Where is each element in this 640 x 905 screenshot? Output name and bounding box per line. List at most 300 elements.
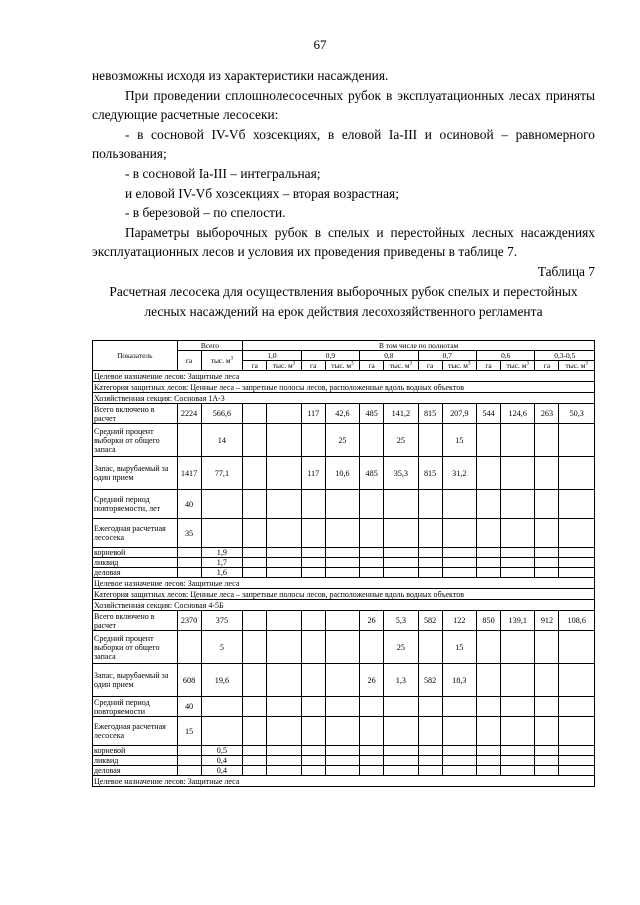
table-cell [301,766,325,776]
table-cell: 815 [418,404,442,424]
col-ths [267,361,301,371]
table-cell [384,568,418,578]
table-cell [559,697,595,717]
table-cell [501,717,535,746]
table-cell [384,697,418,717]
col-ha: га [477,361,501,371]
table-cell [535,558,559,568]
table-cell [535,746,559,756]
table-cell [177,631,201,664]
table-row [93,519,595,548]
table-row [93,393,595,404]
section-heading: Хозяйственная секция: Сосновая 1А-3 [93,393,595,404]
table-cell [418,519,442,548]
col-ths [325,361,359,371]
table-cell: 40 [177,490,201,519]
table-cell [301,519,325,548]
table-row [93,578,595,589]
table-cell [418,548,442,558]
section-heading: Целевое назначение лесов: Защитные леса [93,776,595,787]
table-cell: 850 [477,611,501,631]
table-cell [360,558,384,568]
table-cell [442,548,476,558]
table-cell: 141,2 [384,404,418,424]
table-cell [418,568,442,578]
table-cell [243,519,267,548]
table-cell [559,746,595,756]
table-row [93,371,595,382]
table-cell [535,766,559,776]
table-cell [177,558,201,568]
table-cell [267,631,301,664]
table-cell [477,568,501,578]
table-cell [559,424,595,457]
table-cell: 35,3 [384,457,418,490]
table-cell: 582 [418,664,442,697]
row-label: Запас, вырубаемый за один прием [93,664,178,697]
section-heading: Целевое назначение лесов: Защитные леса [93,578,595,589]
table-cell [501,697,535,717]
table-cell [559,766,595,776]
page-number: 67 [313,37,327,52]
table-cell: 1,7 [201,558,243,568]
table-cell: 25 [384,424,418,457]
table-cell [477,717,501,746]
row-label: ликвид [93,558,178,568]
table-cell [201,697,243,717]
col-incl: В том числе по полнотам [243,341,595,351]
table-cell [501,519,535,548]
table-row [93,717,595,746]
table-cell [535,424,559,457]
col-unit: тыс. м [389,361,410,370]
table-cell [477,457,501,490]
table-body [93,371,595,787]
table-cell: 608 [177,664,201,697]
table-cell [442,746,476,756]
table-cell: 1,3 [384,664,418,697]
table-cell [442,697,476,717]
table-cell: 139,1 [501,611,535,631]
col-unit: тыс. м [506,361,527,370]
table-cell: 582 [418,611,442,631]
table-cell [477,697,501,717]
col-ths [559,361,595,371]
table-cell [501,457,535,490]
table-row [93,611,595,631]
table-cell: 544 [477,404,501,424]
table-cell [535,457,559,490]
table-container [92,340,595,787]
col-unit-sup: 3 [351,361,354,367]
table-cell [267,519,301,548]
section-heading: Категория защитных лесов: Ценные леса – запретные полосы лесов, расположенные вдоль водных объектов [93,382,595,393]
table-cell [559,717,595,746]
table-cell [418,717,442,746]
row-label: деловая [93,766,178,776]
row-label: Запас, вырубаемый за один прием [93,457,178,490]
col-unit: тыс. м [448,361,468,370]
table-cell [177,548,201,558]
group-label: 1,0 [243,351,301,361]
table-cell [535,631,559,664]
table-row [93,600,595,611]
table-cell [360,746,384,756]
table-cell: 14 [201,424,243,457]
table-cell [384,519,418,548]
table-cell [501,424,535,457]
table-cell [325,611,359,631]
col-total: Всего [177,341,243,351]
table-cell [501,558,535,568]
table-cell [325,519,359,548]
table-cell [501,756,535,766]
table-cell [442,766,476,776]
table-cell: 1417 [177,457,201,490]
table-cell [501,746,535,756]
table-cell [442,568,476,578]
body-text [92,66,595,322]
group-label: 0,6 [477,351,535,361]
table-cell [301,424,325,457]
col-unit-sup: 3 [292,361,296,367]
table-cell [535,697,559,717]
table-cell [301,746,325,756]
table-cell [267,756,301,766]
table-cell [325,558,359,568]
table-cell: 15 [442,631,476,664]
table-cell: 26 [360,611,384,631]
table-cell [384,548,418,558]
table-cell [325,548,359,558]
table-cell: 40 [177,697,201,717]
table-cell [201,490,243,519]
table-cell: 108,6 [559,611,595,631]
table-cell: 122 [442,611,476,631]
table-cell [442,490,476,519]
table-cell [301,568,325,578]
table-cell [301,490,325,519]
table-cell: 50,3 [559,404,595,424]
col-ths [501,361,535,371]
table-cell [301,697,325,717]
paragraph: - в березовой – по спелости. [125,205,286,221]
table-cell [267,746,301,756]
table-cell [477,558,501,568]
table-cell [325,766,359,776]
table-row [93,756,595,766]
table-cell: 0,4 [201,756,243,766]
table-cell: 5,3 [384,611,418,631]
group-label: 0,9 [301,351,359,361]
table-cell [501,631,535,664]
table-cell [325,631,359,664]
table-cell: 5 [201,631,243,664]
row-label: Средний период повторяемости [93,697,178,717]
table-cell [535,519,559,548]
table-cell [243,548,267,558]
paragraph: Параметры выборочных рубок в спелых и перестойных лесных насаждениях эксплуатационных лесов и условия их проведения приведены в таблице 7. [92,224,595,260]
table-cell [477,490,501,519]
paragraph: - в сосновой Ia-III – интегральная; [125,165,321,181]
table-cell [243,766,267,776]
table-cell [559,490,595,519]
col-unit-sup: 3 [467,361,471,367]
table-cell [301,548,325,558]
table-cell [267,568,301,578]
table-row [93,776,595,787]
table-cell [243,697,267,717]
table-cell [384,756,418,766]
table-cell [501,664,535,697]
col-indicator: Показатель [93,341,178,371]
table-cell: 124,6 [501,404,535,424]
col-unit: тыс. м [331,361,352,370]
table-cell [267,697,301,717]
table-row [93,631,595,664]
table-cell [267,404,301,424]
col-unit-sup: 3 [526,361,529,367]
paragraph: и еловой IV-Vб хозсекциях – вторая возрастная; [125,185,399,201]
table-cell [325,664,359,697]
section-heading: Категория защитных лесов: Ценные леса – запретные полосы лесов, расположенные вдоль водных объектов [93,589,595,600]
table-cell [243,756,267,766]
table-cell [177,568,201,578]
table-cell [177,756,201,766]
table-cell [418,631,442,664]
table-cell [559,548,595,558]
table-cell [360,756,384,766]
table-cell [267,558,301,568]
table-row [93,490,595,519]
table-row [93,457,595,490]
col-ha: га [360,361,384,371]
table-cell [243,490,267,519]
table-cell [243,746,267,756]
table-cell [243,457,267,490]
table-row [93,589,595,600]
col-ha: га [243,361,267,371]
table-caption: Расчетная лесосека для осуществления выборочных рубок спелых и перестойных лесных насаждений на ерок действия лесохозяйственного регламента [109,283,578,319]
table-cell [301,756,325,766]
table-cell [535,717,559,746]
table-cell [535,568,559,578]
table-cell [267,664,301,697]
table-cell [325,697,359,717]
table-cell [442,558,476,568]
table-cell [535,548,559,558]
table-cell: 263 [535,404,559,424]
section-heading: Целевое назначение лесов: Защитные леса [93,371,595,382]
lesoseka-table [92,340,595,787]
table-cell [418,746,442,756]
table-cell: 566,6 [201,404,243,424]
table-cell [301,717,325,746]
table-cell [325,717,359,746]
table-cell: 207,9 [442,404,476,424]
row-label: Средний период повторяемости, лет [93,490,178,519]
table-cell [442,756,476,766]
table-cell [501,766,535,776]
table-cell [301,664,325,697]
table-cell [477,424,501,457]
table-cell: 77,1 [201,457,243,490]
table-cell [301,631,325,664]
table-cell [360,766,384,776]
table-cell [243,631,267,664]
table-cell: 15 [442,424,476,457]
table-cell [477,519,501,548]
table-cell [360,490,384,519]
table-cell [477,746,501,756]
table-cell [559,519,595,548]
table-cell [477,664,501,697]
col-total-ha: га [177,351,201,371]
table-row [93,664,595,697]
group-label: 0,8 [360,351,418,361]
table-cell: 375 [201,611,243,631]
table-cell [267,424,301,457]
table-cell [360,548,384,558]
table-cell [418,558,442,568]
table-cell [418,697,442,717]
table-cell [360,717,384,746]
col-total-ths [201,351,243,371]
table-cell [535,490,559,519]
table-row [93,558,595,568]
table-cell [384,558,418,568]
table-cell: 117 [301,404,325,424]
table-cell [177,746,201,756]
table-cell: 0,5 [201,746,243,756]
table-cell: 42,6 [325,404,359,424]
table-cell [559,558,595,568]
row-label: Ежегодная расчетная лесосека [93,717,178,746]
row-label: корневой [93,548,178,558]
group-label: 0,7 [418,351,476,361]
table-cell: 2224 [177,404,201,424]
table-cell [267,611,301,631]
table-cell: 25 [325,424,359,457]
col-unit-sup: 3 [409,361,413,367]
table-cell [360,424,384,457]
table-cell: 1,6 [201,568,243,578]
table-cell [535,756,559,766]
table-cell [325,756,359,766]
table-row [93,382,595,393]
table-cell [384,490,418,519]
table-row [93,746,595,756]
table-cell [243,664,267,697]
col-ha: га [301,361,325,371]
table-cell [477,766,501,776]
table-cell [559,756,595,766]
table-cell [477,756,501,766]
table-cell: 815 [418,457,442,490]
table-label: Таблица 7 [537,263,595,279]
table-row [93,568,595,578]
row-label: Всего включено в расчет [93,404,178,424]
table-cell [360,568,384,578]
row-label: корневой [93,746,178,756]
paragraph: При проведении сплошнолесосечных рубок в эксплуатационных лесах приняты следующие расчетные лесосеки: [92,87,595,123]
table-cell [418,756,442,766]
table-cell: 912 [535,611,559,631]
table-cell [201,519,243,548]
table-cell [267,490,301,519]
table-cell [477,631,501,664]
table-cell [477,548,501,558]
table-cell [418,766,442,776]
table-cell: 15 [177,717,201,746]
table-cell: 2370 [177,611,201,631]
table-cell [384,717,418,746]
group-label: 0,3-0,5 [535,351,595,361]
table-cell [535,664,559,697]
table-cell [559,568,595,578]
table-cell [267,717,301,746]
col-unit: тыс. м [272,361,293,370]
table-cell [384,746,418,756]
table-cell [243,558,267,568]
table-cell: 0,4 [201,766,243,776]
table-cell [559,664,595,697]
table-row [93,548,595,558]
table-cell [243,404,267,424]
col-unit-sup: 3 [585,361,588,367]
table-row [93,697,595,717]
table-cell [418,490,442,519]
table-cell: 485 [360,457,384,490]
paragraph: - в сосновой IV-Vб хозсекциях, в еловой Ia-III и осиновой – равномерного пользования; [92,126,595,162]
row-label: Ежегодная расчетная лесосека [93,519,178,548]
table-cell [243,568,267,578]
table-cell [325,746,359,756]
table-cell [243,424,267,457]
row-label: Средний процент выборки от общего запаса [93,631,178,664]
table-cell [559,457,595,490]
table-cell [177,766,201,776]
table-cell [301,558,325,568]
col-unit: тыс. м [565,361,586,370]
table-cell [325,568,359,578]
table-cell [360,631,384,664]
table-cell [201,717,243,746]
row-label: Всего включено в расчет [93,611,178,631]
table-cell: 35 [177,519,201,548]
col-ha: га [418,361,442,371]
paragraph: невозможны исходя из характеристики насаждения. [92,68,389,83]
table-cell [360,519,384,548]
table-cell: 18,3 [442,664,476,697]
table-cell [267,457,301,490]
row-label: ликвид [93,756,178,766]
table-cell [243,611,267,631]
table-cell [301,611,325,631]
table-cell: 485 [360,404,384,424]
table-row [93,424,595,457]
table-cell: 31,2 [442,457,476,490]
table-cell: 19,6 [201,664,243,697]
table-cell: 117 [301,457,325,490]
row-label: деловая [93,568,178,578]
table-cell [501,490,535,519]
col-ha: га [535,361,559,371]
table-cell [501,548,535,558]
table-cell [442,519,476,548]
table-cell [360,697,384,717]
section-heading: Хозяйственная секция: Сосновая 4-5Б [93,600,595,611]
